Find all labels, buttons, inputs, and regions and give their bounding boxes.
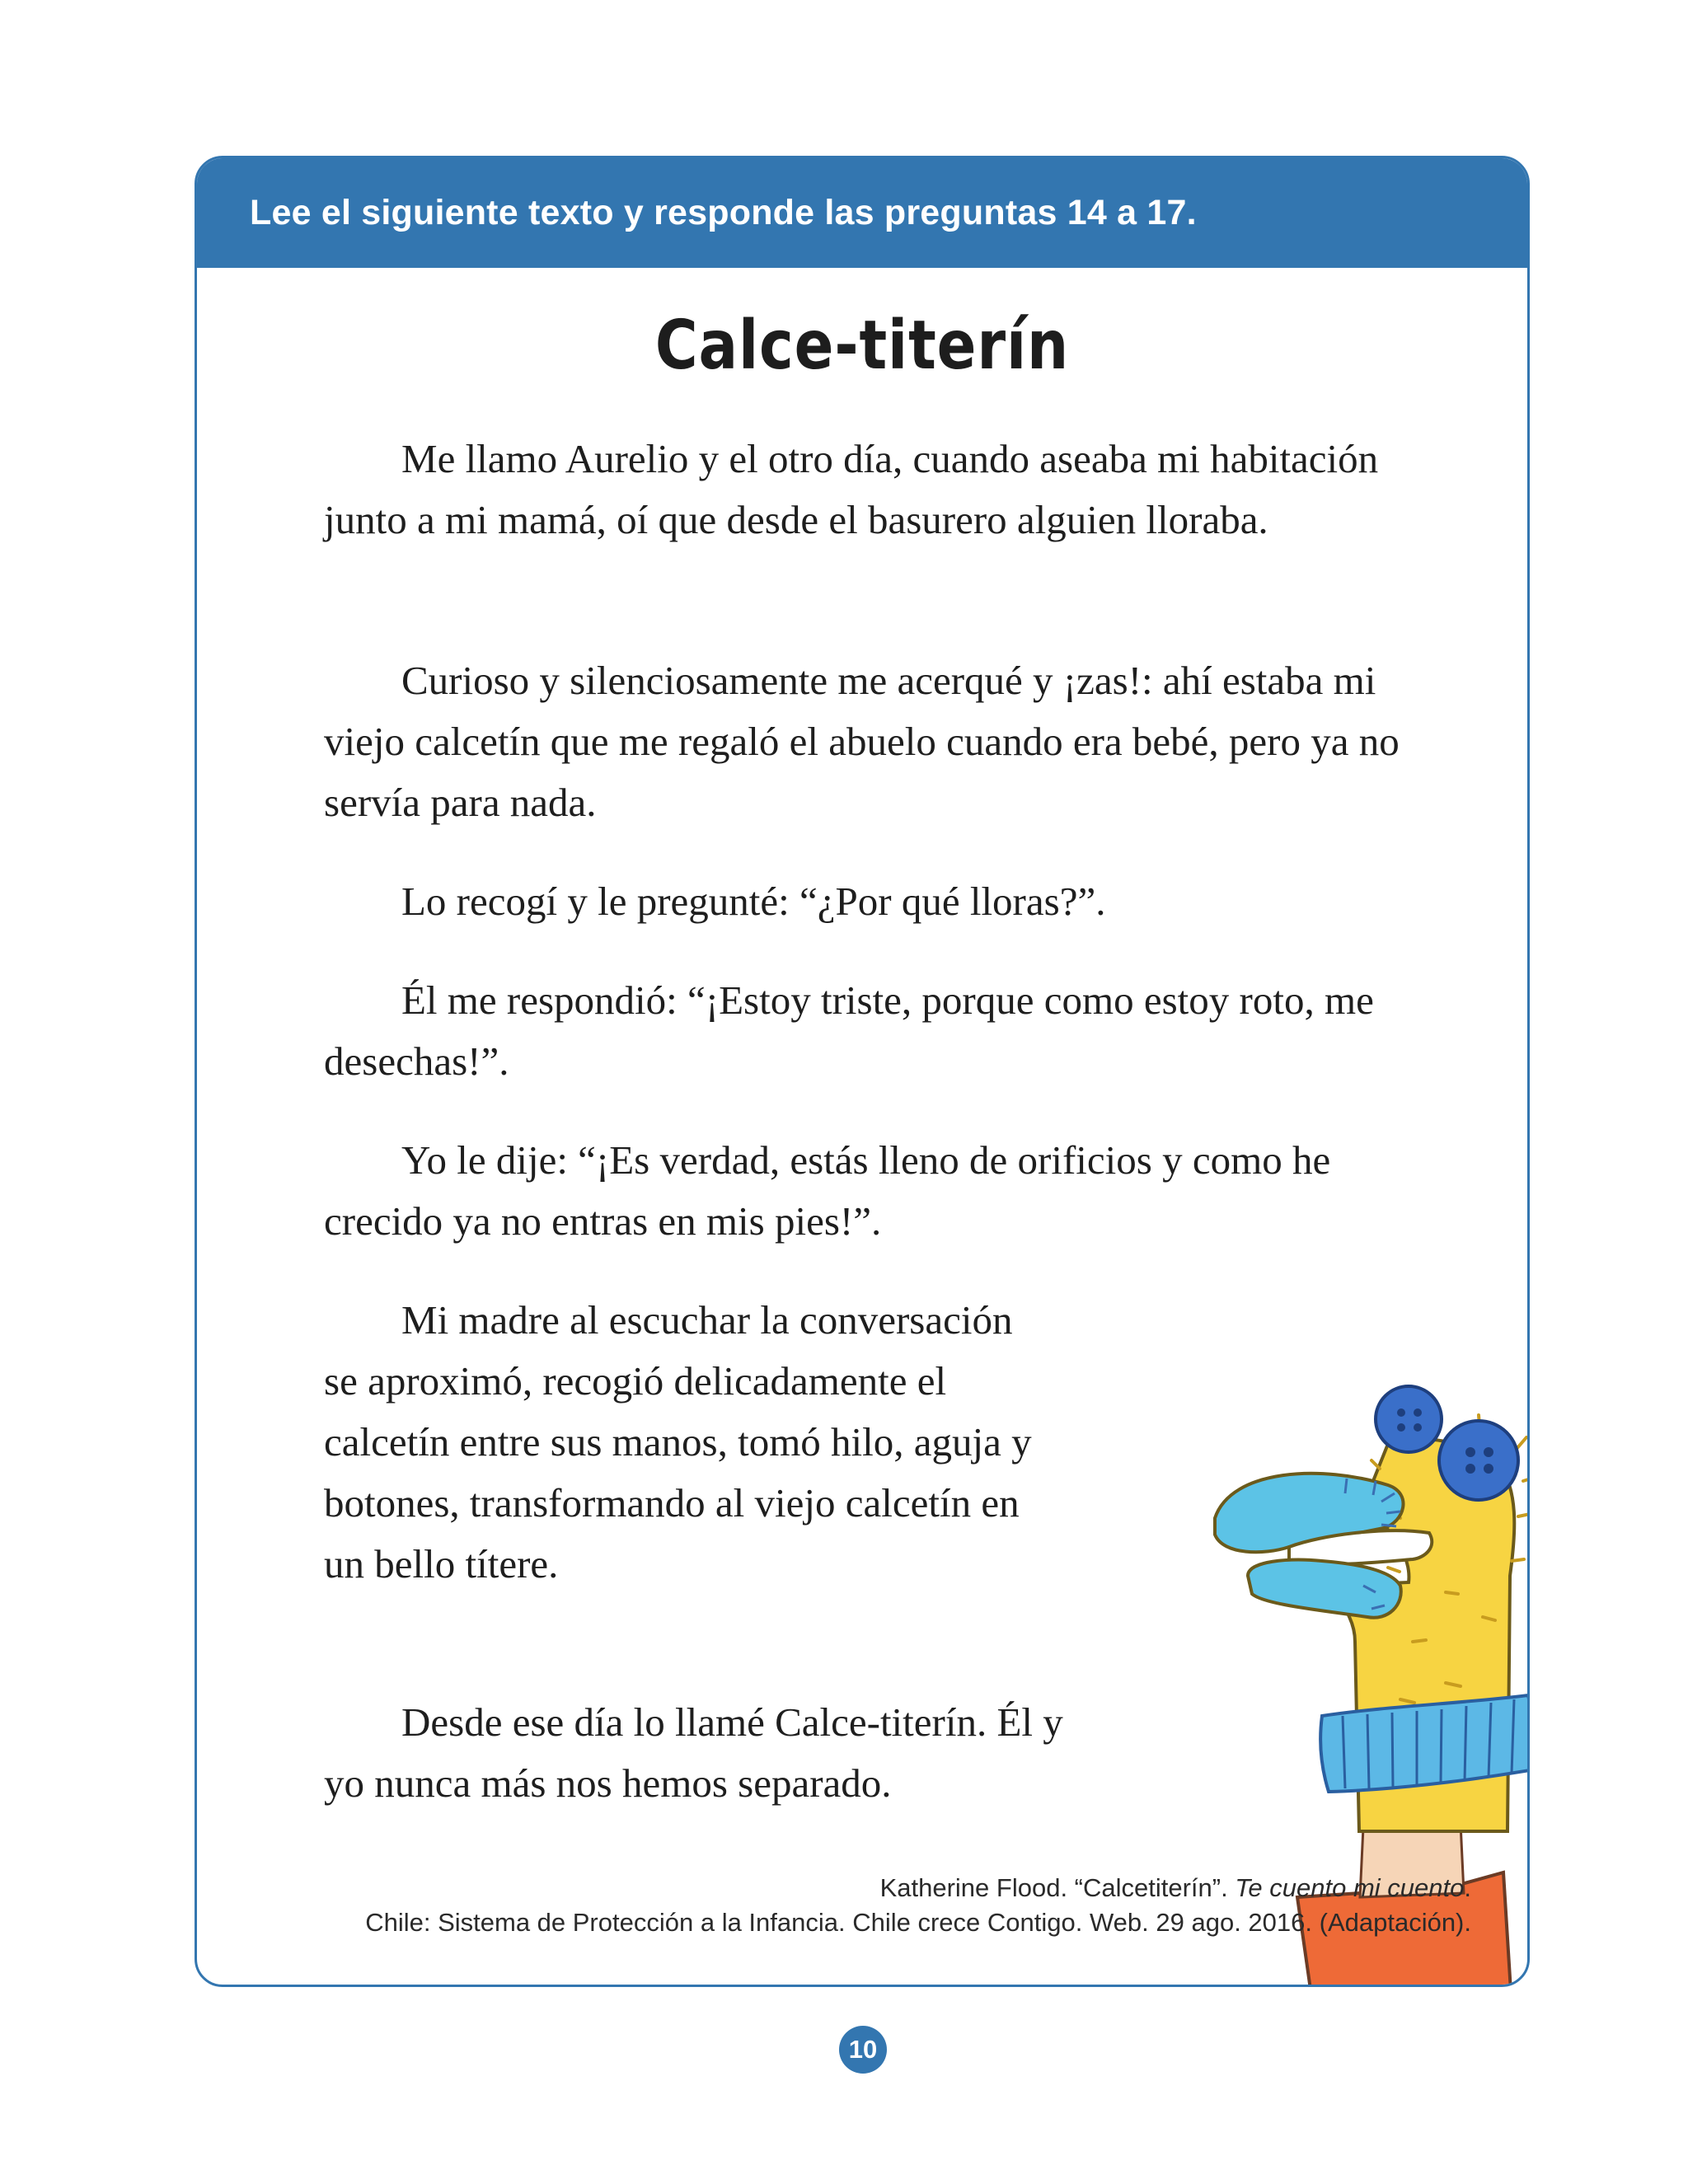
page-number: 10 (839, 2026, 887, 2074)
paragraph-2: Curioso y silenciosamente me acerqué y ¡zas!: ahí estaba mi viejo calcetín que me regaló el abuelo cuando era bebé, pero ya no servía para nada. (324, 658, 1400, 825)
paragraph-5: Yo le dije: “¡Es verdad, estás lleno de orificios y como he crecido ya no entras en mis pies!”. (324, 1137, 1331, 1244)
reading-card (195, 156, 1530, 1987)
paragraph-1: Me llamo Aurelio y el otro día, cuando aseaba mi habitación junto a mi mamá, oí que desde el basurero alguien lloraba. (324, 436, 1379, 542)
citation (365, 1871, 1471, 1940)
story-title: Calce-titerín (654, 307, 1070, 385)
citation-line-1: Katherine Flood. “Calcetiterín”. Te cuento mi cuento. (879, 1873, 1471, 1902)
paragraph-3: Lo recogí y le pregunté: “¿Por qué lloras?”. (401, 879, 1106, 924)
paragraph-6: Mi madre al escuchar la conversación se aproximó, recogió delicadamente el calcetín entre sus manos, tomó hilo, aguja y botones, transformando al viejo calcetín en un bello títere. (324, 1297, 1032, 1586)
paragraph-4: Él me respondió: “¡Estoy triste, porque como estoy roto, me desechas!”. (324, 977, 1374, 1084)
citation-line-2: Chile: Sistema de Protección a la Infancia. Chile crece Contigo. Web. 29 ago. 2016. (Adaptación). (365, 1908, 1471, 1937)
instruction-text: Lee el siguiente texto y responde las preguntas 14 a 17. (250, 193, 1197, 232)
instruction-banner (197, 158, 1527, 268)
paragraph-7: Desde ese día lo llamé Calce-titerín. Él y yo nunca más nos hemos separado. (324, 1699, 1063, 1806)
